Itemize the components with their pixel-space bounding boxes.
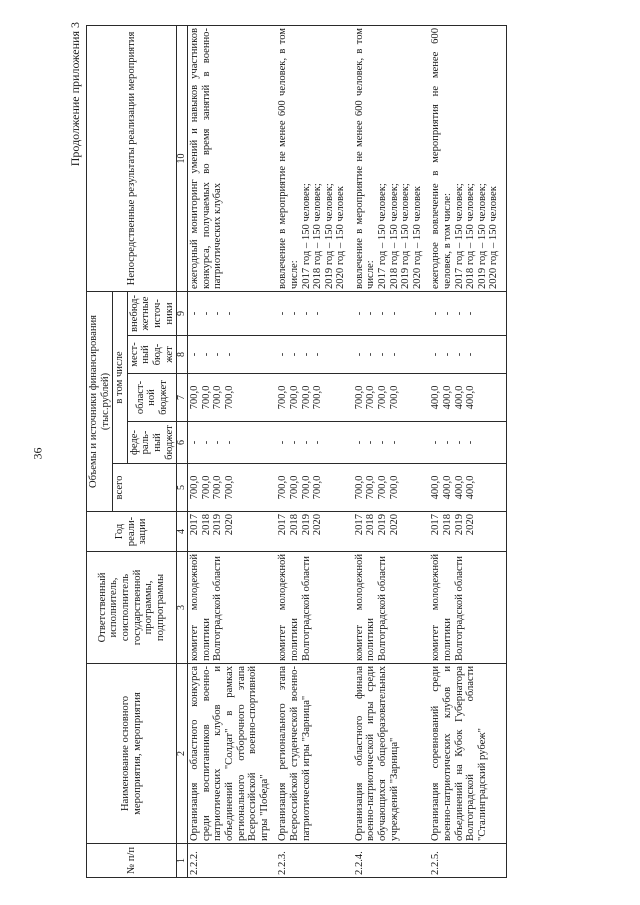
cell-executor: комитет молодежной политики Волгоградской области [353,552,430,664]
cell-years: 2017 2018 2019 2020 [429,512,506,552]
col-index: 8 [177,336,188,374]
cell-federal: - - - - [188,422,277,464]
header-extra: внебюд-жетные источ-ники [127,291,176,335]
rotated-page [68,18,628,878]
cell-num: 2.2.5. [429,844,506,878]
cell-local: - - - - [353,336,430,374]
table-row [353,25,430,877]
header-funding: Объемы и источники финансирования (тыс.рублей) [87,291,113,511]
header-total: всего [113,464,177,512]
cell-regional: 700,0 700,0 700,0 700,0 [188,374,277,422]
cell-years: 2017 2018 2019 2020 [188,512,277,552]
cell-name: Организация регионального этапа Всероссийской студенческой военно-патриотической игры "Зарница" [276,664,353,844]
col-index: 3 [177,552,188,664]
col-index: 7 [177,374,188,422]
cell-extra: - - - - [188,291,277,335]
cell-regional: 400,0 400,0 400,0 400,0 [429,374,506,422]
col-index: 9 [177,291,188,335]
cell-total: 700,0 700,0 700,0 700,0 [188,464,277,512]
header-regional: област-ной бюджет [127,374,176,422]
col-index: 10 [177,25,188,291]
cell-executor: комитет молодежной политики Волгоградской области [276,552,353,664]
cell-executor: комитет молодежной политики Волгоградской области [188,552,277,664]
cell-years: 2017 2018 2019 2020 [276,512,353,552]
cell-extra: - - - - [429,291,506,335]
cell-extra: - - - - [353,291,430,335]
cell-num: 2.2.4. [353,844,430,878]
cell-total: 700,0 700,0 700,0 700,0 [276,464,353,512]
cell-result: ежегодное вовлечение в мероприятия не менее 600 человек, в том числе: 2017 год – 150 человек; 2018 год – 150 человек; 2019 год – 150 человек; 2020 год – 150 человек [429,25,506,291]
cell-result: ежегодный мониторинг умений и навыков участников конкурса, получаемых во время занятий в военно-патриотических клубах [188,25,277,291]
col-index: 5 [177,464,188,512]
header-year: Год реали-зации [87,512,177,552]
cell-result: вовлечение в мероприятие не менее 600 человек, в том числе: 2017 год – 150 человек; 2018 год – 150 человек; 2019 год – 150 человек; 2020 год – 150 человек [276,25,353,291]
header-result: Непосредственные результаты реализации мероприятия [87,25,177,291]
cell-federal: - - - - [353,422,430,464]
cell-local: - - - - [429,336,506,374]
cell-federal: - - - - [276,422,353,464]
cell-num: 2.2.3. [276,844,353,878]
cell-regional: 700,0 700,0 700,0 700,0 [276,374,353,422]
page-number: 36 [30,447,45,460]
table-row [429,25,506,877]
cell-name: Организация соревнований среди военно-патриотических клубов и объединений на Кубок Губернатора Волгоградской области "Сталинградский рубеж" [429,664,506,844]
col-index: 4 [177,512,188,552]
header-executor: Ответственный исполнитель, соисполнитель государственной программы, подпрограммы [87,552,177,664]
cell-name: Организация областного финала военно-патриотической игры среди обучающихся общеобразовательных учреждений "Зарница" [353,664,430,844]
col-index: 2 [177,664,188,844]
col-index: 1 [177,844,188,878]
cell-num: 2.2.2. [188,844,277,878]
funding-table [86,25,507,878]
continuation-label: Продолжение приложения 3 [68,22,82,167]
cell-name: Организация областного конкурса среди воспитанников военно-патриотических клубов и объединений "Солдат" в рамках регионального отборочного этапа Всероссийской военно-спортивной игры "Победа" [188,664,277,844]
cell-years: 2017 2018 2019 2020 [353,512,430,552]
table-row [188,25,277,877]
header-name: Наименование основного мероприятия, мероприятия [87,664,177,844]
cell-federal: - - - - [429,422,506,464]
cell-regional: 700,0 700,0 700,0 700,0 [353,374,430,422]
table-row [276,25,353,877]
cell-extra: - - - - [276,291,353,335]
cell-total: 400,0 400,0 400,0 400,0 [429,464,506,512]
cell-executor: комитет молодежной политики Волгоградской области [429,552,506,664]
cell-total: 700,0 700,0 700,0 700,0 [353,464,430,512]
header-incl: в том числе [113,291,128,463]
col-index: 6 [177,422,188,464]
header-local: мест-ный бюд-жет [127,336,176,374]
cell-local: - - - - [276,336,353,374]
cell-local: - - - - [188,336,277,374]
header-federal: феде-раль-ный бюджет [127,422,176,464]
header-num: № п/п [87,844,177,878]
cell-result: вовлечение в мероприятие не менее 600 человек, в том числе: 2017 год – 150 человек; 2018 год – 150 человек; 2019 год – 150 человек; 2020 год – 150 человек [353,25,430,291]
